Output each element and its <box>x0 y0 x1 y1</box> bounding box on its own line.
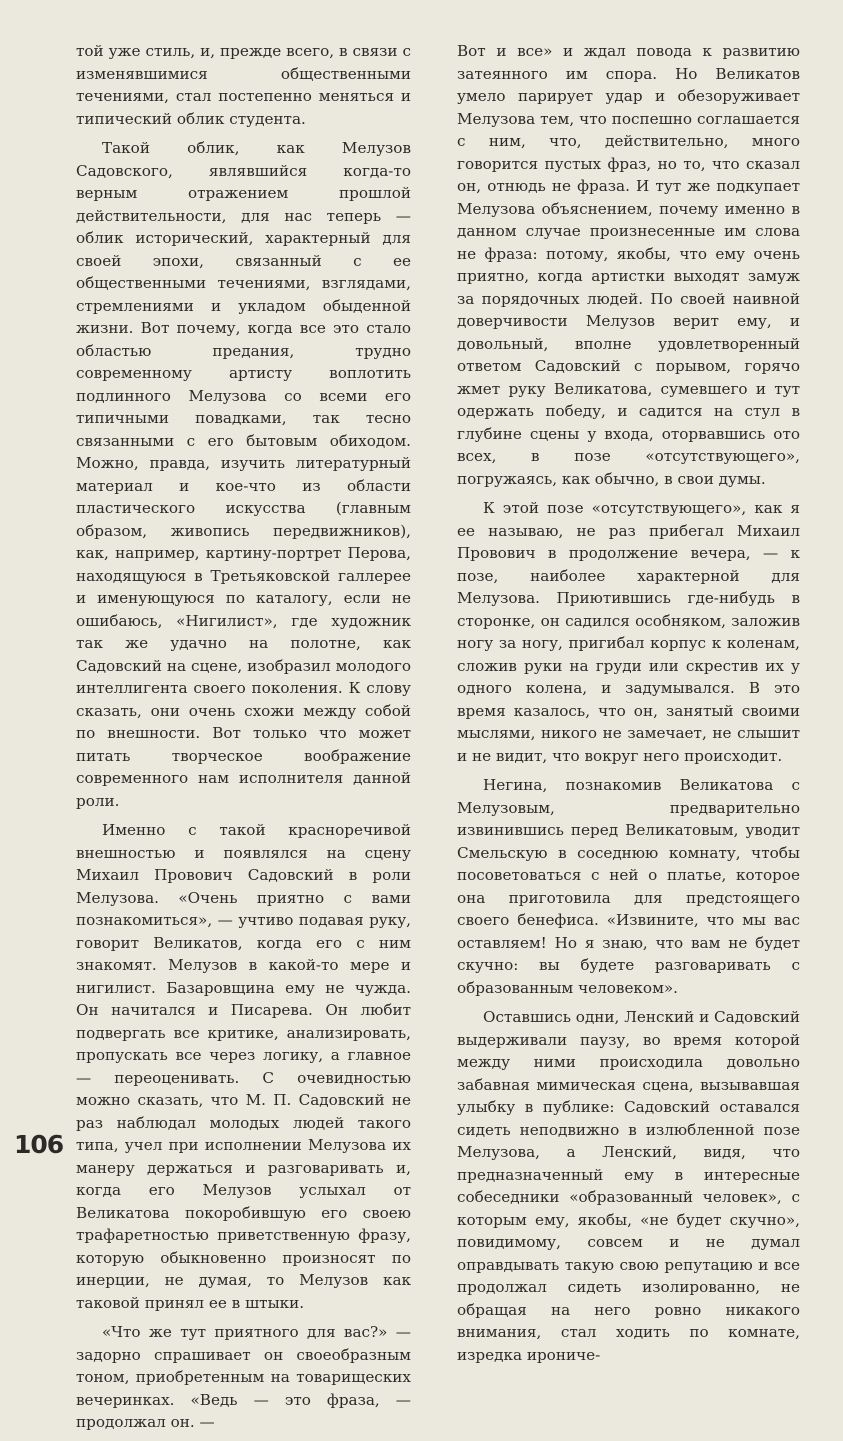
paragraph: К этой позе «отсутствующего», как я ее называю, не раз прибегал Михаил Провович в продолжение вечера, — к позе, наиболее характерной для Мелузова. Приютившись где-нибудь в сторонке, он садился особняком, заложив ногу за ногу, пригибал корпус к коленам, сложив руки на груди или скрестив их у одного колена, и задумывался. В это время казалось, что он, занятый своими мыслями, никого не замечает, не слышит и не видит, что вокруг него происходит. <box>457 499 800 765</box>
paragraph: Вот и все» и ждал повода к развитию затеянного им спора. Но Великатов умело парирует удар и обезоруживает Мелузова тем, что поспешно соглашается с ним, что, действительно, много говорится пустых фраз, но то, что сказал он, отнюдь не фраза. И тут же подкупает Мелузова объяснением, почему именно в данном случае произнесенные им слова не фраза: потому, якобы, что ему очень приятно, когда артистки выходят замуж за порядочных людей. По своей наивной доверчивости Мелузов верит ему, и довольный, вполне удовлетворенный ответом Садовский с порывом, горячо жмет руку Великатова, сумевшего и тут одержать победу, и садится на стул в глубине сцены у входа, оторвавшись ото всех, в позе «отсутствующего», погружаясь, как обычно, в свои думы. <box>457 42 800 488</box>
page-number: 106 <box>14 1130 64 1159</box>
right-text-column <box>457 40 800 1373</box>
paragraph: Именно с такой красноречивой внешностью и появлялся на сцену Михаил Провович Садовский в роли Мелузова. «Очень приятно с вами познакомиться», — учтиво подавая руку, говорит Великатов, когда его с ним знакомят. Мелузов в какой-то мере и нигилист. Базаровщина ему не чужда. Он начитался и Писарева. Он любит подвергать все критике, анализировать, пропускать все через логику, а главное — переоценивать. С очевидностью можно сказать, что М. П. Садовский не раз наблюдал молодых людей такого типа, учел при исполнении Мелузова их манеру держаться и разговаривать и, когда его Мелузов услыхал от Великатова покоробившую его своею трафаретностью приветственную фразу, которую обыкновенно произносят по инерции, не думая, то Мелузов как таковой принял ее в штыки. <box>76 821 411 1312</box>
paragraph: «Что же тут приятного для вас?» — задорно спрашивает он своеобразным тоном, приобретенным на товарищеских вечеринках. «Ведь — это фраза, — продолжал он. — <box>76 1323 411 1431</box>
paragraph: той уже стиль, и, прежде всего, в связи с изменявшимися общественными течениями, стал постепенно меняться и типический облик студента. <box>76 42 411 128</box>
left-text-column <box>76 40 411 1441</box>
paragraph: Оставшись одни, Ленский и Садовский выдерживали паузу, во время которой между ними происходила довольно забавная мимическая сцена, вызывавшая улыбку в публике: Садовский оставался сидеть неподвижно в излюбленной позе Мелузова, а Ленский, видя, что предназначенный ему в интересные собеседники «образованный человек», с которым ему, якобы, «не будет скучно», повидимому, совсем и не думал оправдывать такую свою репутацию и все продолжал сидеть изолированно, не обращая на него ровно никакого внимания, стал ходить по комнате, изредка ирониче- <box>457 1008 800 1364</box>
paragraph: Негина, познакомив Великатова с Мелузовым, предварительно извинившись перед Великатовым, уводит Смельскую в соседнюю комнату, чтобы посоветоваться с ней о платье, которое она приготовила для предстоящего своего бенефиса. «Извините, что мы вас оставляем! Но я знаю, что вам не будет скучно: вы будете разговаривать с образованным человеком». <box>457 776 800 997</box>
paragraph: Такой облик, как Мелузов Садовского, являвшийся когда-то верным отражением прошлой действительности, для нас теперь — облик исторический, характерный для своей эпохи, связанный с ее общественными течениями, взглядами, стремлениями и укладом обыденной жизни. Вот почему, когда все это стало областью предания, трудно современному артисту воплотить подлинного Мелузова со всеми его типичными повадками, так тесно связанными с его бытовым обиходом. Можно, правда, изучить литературный материал и кое-что из области пластического искусства (главным образом, живопись передвижников), как, например, картину-портрет Перова, находящуюся в Третьяковской галлерее и именующуюся по каталогу, если не ошибаюсь, «Нигилист», где художник так же удачно на полотне, как Садовский на сцене, изобразил молодого интеллигента своего поколения. К слову сказать, они очень схожи между собой по внешности. Вот только что может питать творческое воображение современного нам исполнителя данной роли. <box>76 139 411 810</box>
